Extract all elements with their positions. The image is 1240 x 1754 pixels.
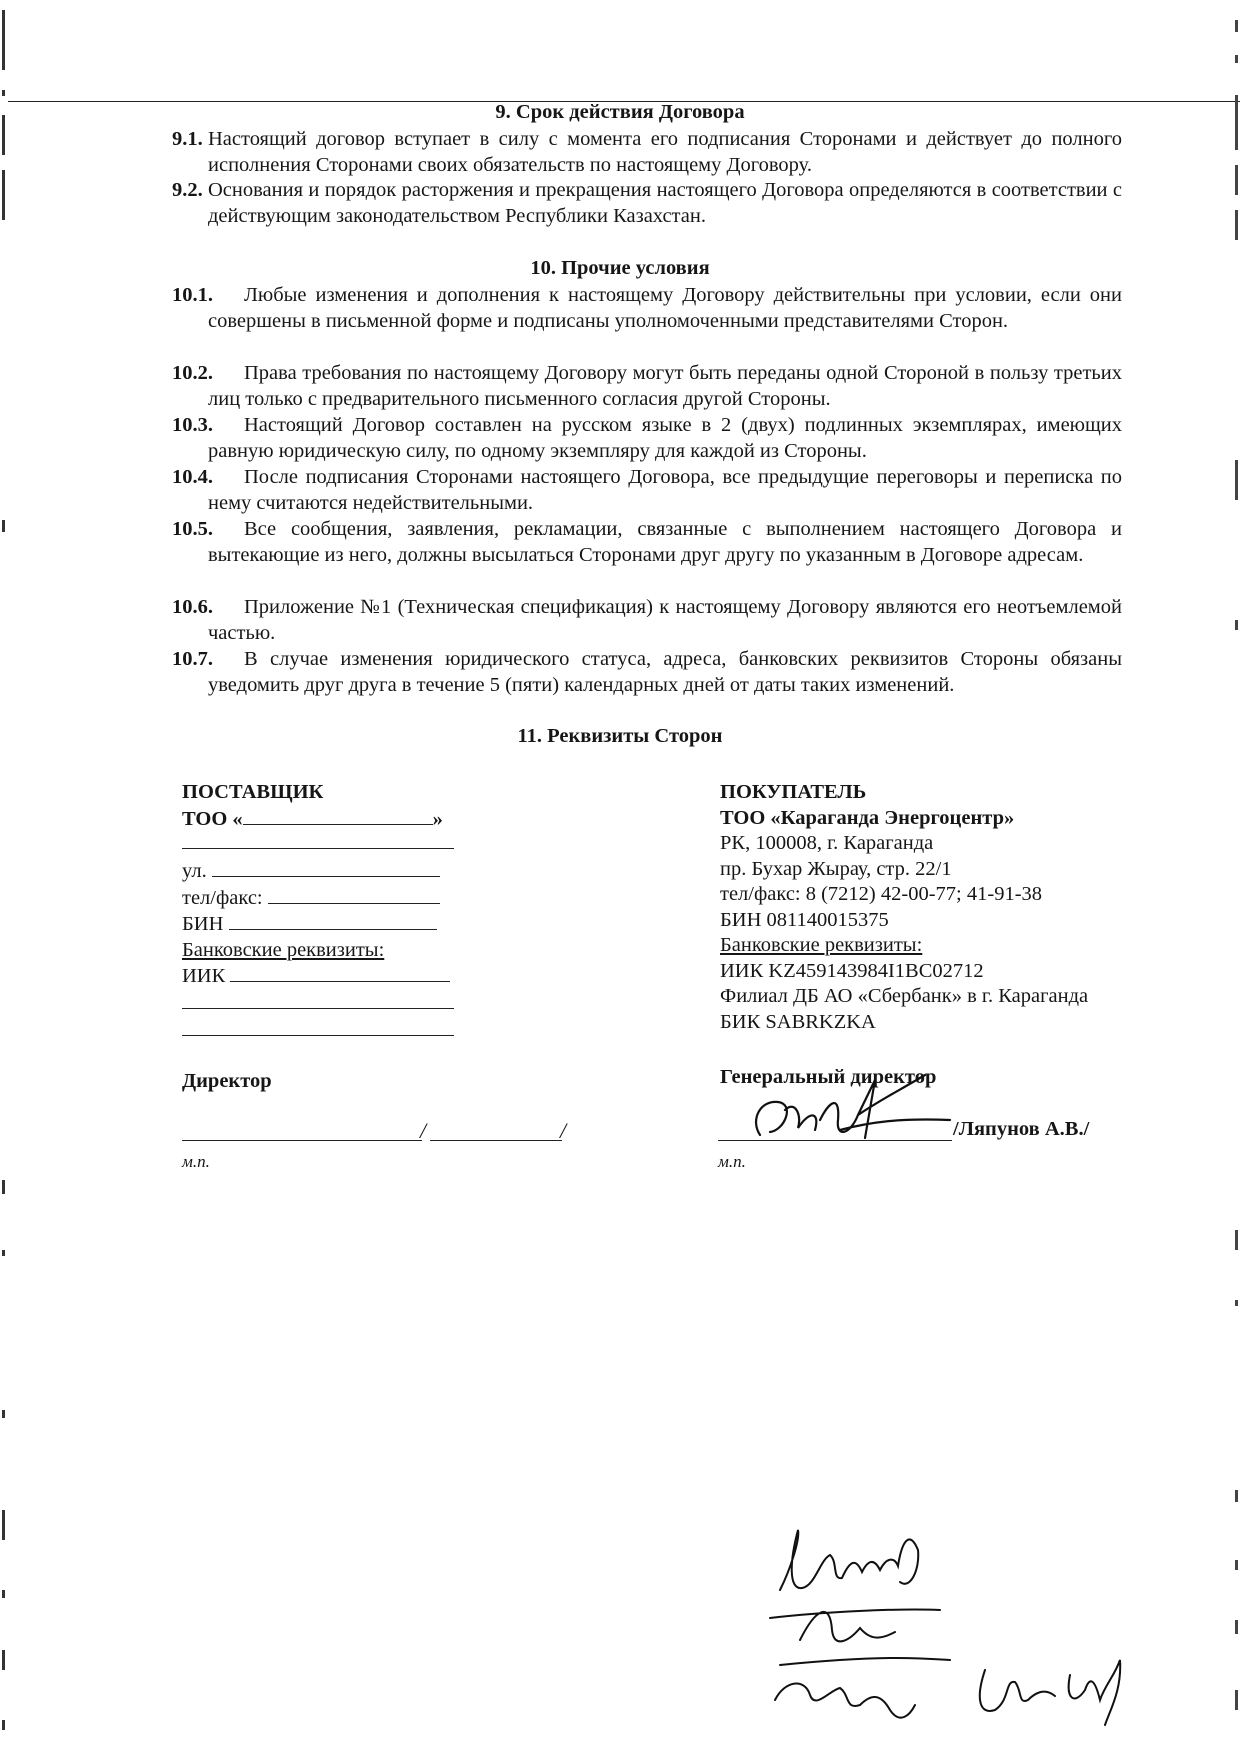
section-9-title: 9. Срок действия Договора bbox=[495, 101, 745, 123]
clause-number: 10.6. bbox=[172, 596, 213, 618]
clause-text: Основания и порядок расторжения и прекращения настоящего Договора определяются в соответствии с действующим законодательством Республики Казахстан. bbox=[208, 179, 1122, 227]
clause-10-1 bbox=[172, 282, 1122, 334]
clause-number: 10.7. bbox=[172, 648, 213, 670]
supplier-street: ул. bbox=[182, 858, 482, 885]
clause-10-4 bbox=[172, 464, 1122, 516]
clause-number: 10.4. bbox=[172, 466, 213, 488]
buyer-block bbox=[720, 780, 1140, 1035]
supplier-bin: БИН bbox=[182, 911, 482, 938]
section-10-title: 10. Прочие условия bbox=[530, 257, 710, 279]
phone-blank bbox=[268, 885, 440, 904]
clause-9-1 bbox=[172, 126, 1122, 178]
supplier-iik: ИИК bbox=[182, 963, 482, 990]
bin-blank bbox=[229, 911, 437, 930]
clause-number: 9.2. bbox=[172, 179, 203, 201]
supplier-blank-line bbox=[182, 1008, 454, 1009]
supplier-blank-line bbox=[182, 848, 454, 849]
clause-text: В случае изменения юридического статуса, адреса, банковских реквизитов Стороны обязаны уведомить друг друга в течение 5 (пяти) календарных дней от даты таких изменений. bbox=[208, 648, 1122, 696]
signature-slash: / bbox=[420, 1118, 427, 1143]
buyer-bin: БИН 081140015375 bbox=[720, 908, 889, 931]
section-11-title: 11. Реквизиты Сторон bbox=[517, 725, 723, 747]
clause-number: 10.2. bbox=[172, 362, 213, 384]
supplier-heading: ПОСТАВЩИК bbox=[182, 781, 324, 803]
clause-text: Приложение №1 (Техническая спецификация) к настоящему Договору являются его неотъемлемой частью. bbox=[208, 596, 1122, 644]
buyer-director-title: Генеральный директор bbox=[720, 1066, 937, 1088]
clause-text: Любые изменения и дополнения к настоящему Договору действительны при условии, если они совершены в письменной форме и подписаны уполномоченными представителями Сторон. bbox=[208, 284, 1122, 332]
supplier-name-line bbox=[430, 1140, 562, 1141]
supplier-stamp-place: м.п. bbox=[182, 1152, 210, 1171]
clause-9-2 bbox=[172, 177, 1122, 229]
supplier-org-blank bbox=[243, 806, 433, 825]
clause-10-7 bbox=[172, 646, 1122, 698]
clause-10-2 bbox=[172, 360, 1122, 412]
clause-text: После подписания Сторонами настоящего Договора, все предыдущие переговоры и переписка по нему считаются недействительными. bbox=[208, 466, 1122, 514]
supplier-phone: тел/факс: bbox=[182, 885, 482, 912]
buyer-phone: тел/факс: 8 (7212) 42-00-77; 41-91-38 bbox=[720, 883, 1043, 905]
buyer-handwritten-signature bbox=[740, 1060, 970, 1150]
clause-number: 9.1. bbox=[172, 128, 203, 150]
signature-slash: / bbox=[560, 1118, 567, 1143]
clause-text: Настоящий Договор составлен на русском языке в 2 (двух) подлинных экземплярах, имеющих равную юридическую силу, по одному экземпляру для каждой из Стороны. bbox=[208, 414, 1122, 462]
clause-number: 10.1. bbox=[172, 284, 213, 306]
buyer-iik: ИИК KZ459143984I1BC02712 bbox=[720, 959, 984, 982]
buyer-org: ТОО «Караганда Энергоцентр» bbox=[720, 806, 1015, 829]
buyer-heading: ПОКУПАТЕЛЬ bbox=[720, 781, 867, 803]
buyer-stamp-place: м.п. bbox=[718, 1152, 746, 1171]
clause-text: Права требования по настоящему Договору могут быть переданы одной Стороной в пользу третьих лиц только с предварительного письменного согласия другой Стороны. bbox=[208, 362, 1122, 410]
buyer-signer-name: /Ляпунов А.В./ bbox=[953, 1118, 1090, 1140]
clause-number: 10.3. bbox=[172, 414, 213, 436]
clause-text: Все сообщения, заявления, рекламации, связанные с выполнением настоящего Договора и вытекающие из него, должны высылаться Сторонами друг другу по указанным в Договоре адресам. bbox=[208, 518, 1122, 566]
clause-text: Настоящий договор вступает в силу с момента его подписания Сторонами и действует до полного исполнения Сторонами своих обязательств по настоящему Договору. bbox=[208, 128, 1122, 176]
buyer-address-1: РК, 100008, г. Караганда bbox=[720, 832, 934, 854]
buyer-address-2: пр. Бухар Жырау, стр. 22/1 bbox=[720, 857, 952, 880]
supplier-blank-line bbox=[182, 1035, 454, 1036]
supplier-signature-line bbox=[182, 1140, 422, 1141]
clause-10-6 bbox=[172, 594, 1122, 646]
supplier-org: ТОО « » bbox=[182, 807, 443, 830]
supplier-director-title: Директор bbox=[182, 1070, 272, 1092]
supplier-block bbox=[182, 780, 482, 990]
iik-blank bbox=[230, 963, 450, 982]
supplier-bank-label: Банковские реквизиты: bbox=[182, 938, 385, 961]
buyer-bik: БИК SABRKZKA bbox=[720, 1010, 876, 1033]
clause-10-5 bbox=[172, 516, 1122, 568]
clause-number: 10.5. bbox=[172, 518, 213, 540]
buyer-bank: Филиал ДБ АО «Сбербанк» в г. Караганда bbox=[720, 985, 1089, 1007]
clause-10-3 bbox=[172, 412, 1122, 464]
buyer-bank-label: Банковские реквизиты: bbox=[720, 934, 923, 956]
page-initials-signatures bbox=[760, 1500, 1180, 1730]
street-blank bbox=[212, 858, 440, 877]
